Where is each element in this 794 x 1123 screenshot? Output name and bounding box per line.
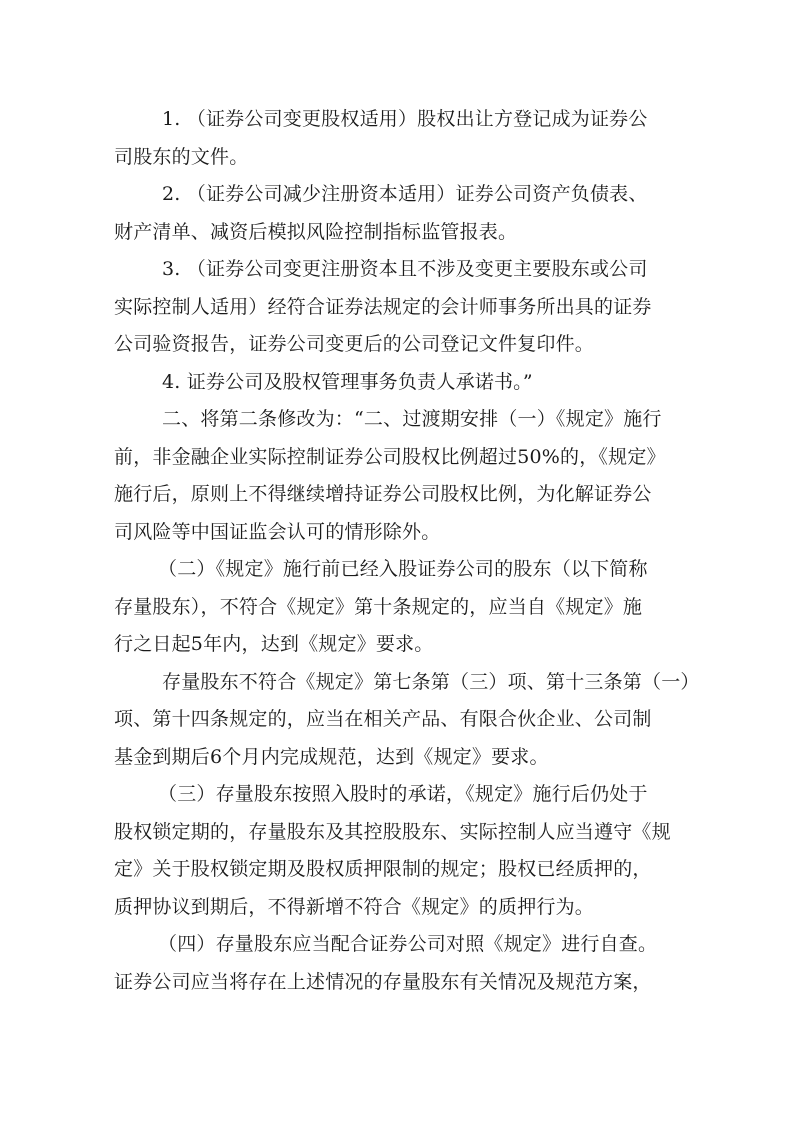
text-line: 行之日起5年内，达到《规定》要求。 [114,633,434,655]
text-line: 股权锁定期的，存量股东及其控股股东、实际控制人应当遵守《规 [114,820,671,843]
text-line: 公司验资报告，证券公司变更后的公司登记文件复印件。 [114,333,595,355]
text-line: 前，非金融企业实际控制证券公司股权比例超过50%的，《规定》 [114,445,666,468]
text-line: 司股东的文件。 [114,145,249,168]
text-line: 存量股东不符合《规定》第七条第（三）项、第十三条第（一） [162,670,700,693]
text-line: 2. （证券公司减少注册资本适用）证券公司资产负债表、 [162,183,648,205]
text-line: 施行后，原则上不得继续增持证券公司股权比例，为化解证券公 [114,483,652,505]
text-line: 财产清单、减资后模拟风险控制指标监管报表。 [114,220,518,243]
document-body [114,101,700,1001]
text-line: 实际控制人适用）经符合证券法规定的会计师事务所出具的证券 [114,295,652,318]
text-line: 1. （证券公司变更股权适用）股权出让方登记成为证券公 [162,108,648,130]
text-line: （四）存量股东应当配合证券公司对照《规定》进行自查。 [158,933,658,955]
text-line: 基金到期后6个月内完成规范，达到《规定》要求。 [114,745,549,768]
text-line: 定》关于股权锁定期及股权质押限制的规定；股权已经质押的， [114,858,652,880]
text-line: 二、将第二条修改为：“二、过渡期安排（一）《规定》施行 [162,408,662,430]
text-line: （三）存量股东按照入股时的承诺，《规定》施行后仍处于 [158,783,648,805]
text-line: 4. 证券公司及股权管理事务负责人承诺书。” [162,370,533,393]
text-line: 证券公司应当将存在上述情况的存量股东有关情况及规范方案， [114,970,652,993]
text-line: 司风险等中国证监会认可的情形除外。 [114,520,441,543]
text-line: 质押协议到期后，不得新增不符合《规定》的质押行为。 [114,895,595,918]
text-line: 项、第十四条规定的，应当在相关产品、有限合伙企业、公司制 [114,708,652,730]
text-line: （二）《规定》施行前已经入股证券公司的股东（以下简称 [158,558,648,580]
text-line: 存量股东），不符合《规定》第十条规定的，应当自《规定》施 [114,595,643,618]
text-line: 3. （证券公司变更注册资本且不涉及变更主要股东或公司 [162,258,648,280]
